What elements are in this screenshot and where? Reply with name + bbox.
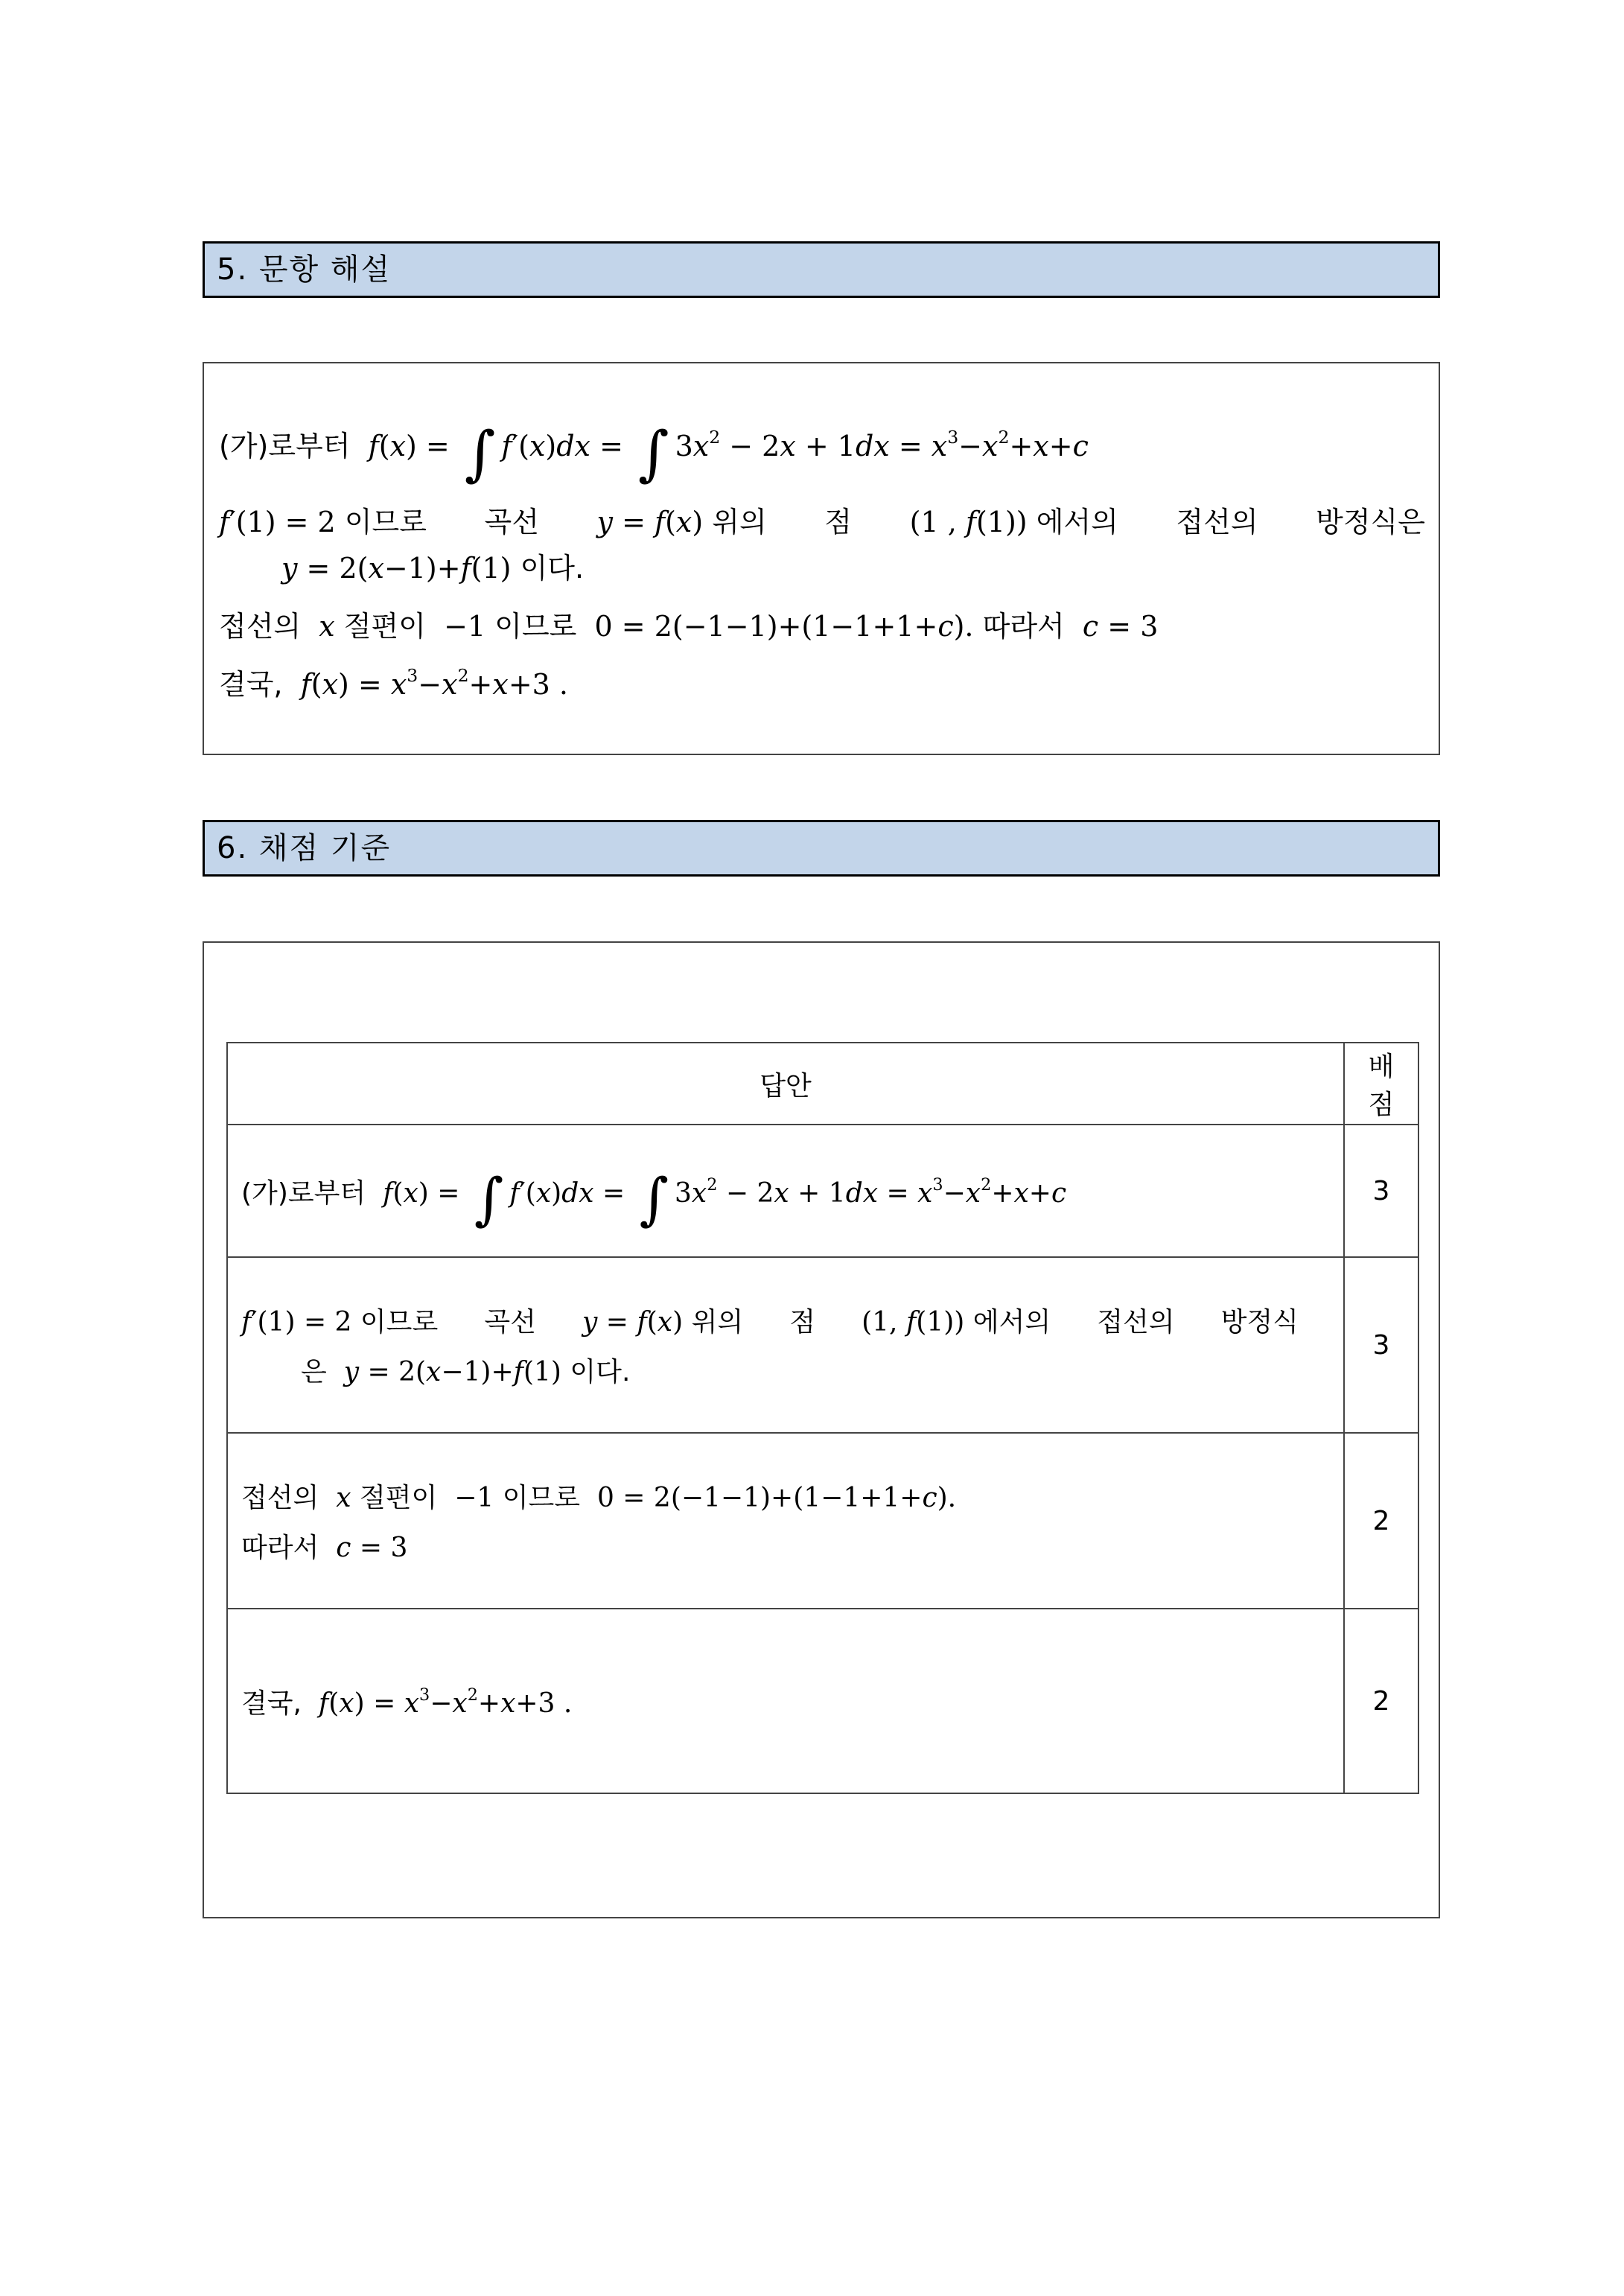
answer-cell: f′(1) = 2 이므로 곡선 y = f(x) 위의 점 (1, f(1)) 에서의 접선의 방정식 은 y = 2(x−1)+f(1) 이다. [227,1257,1344,1433]
explanation-line-1 [219,418,1089,488]
score-cell: 3 [1344,1125,1418,1257]
explanation-line-5: 결국, $f(x) = x^3-x^2+x+3$ . [219,665,569,701]
answer-cell: (가)로부터 f(x) = ∫ f′(x)dx = ∫ $3x^2 - 2x + 1dx = x^3-x^2+x+c$ [227,1125,1344,1257]
score-cell: 2 [1344,1433,1418,1609]
answer-cell: 접선의 x 절편이 −1 이므로 0 = 2(−1−1)+(1−1+1+c). 따라서 c = 3 [227,1433,1344,1609]
header-answer: 답안 [227,1043,1344,1125]
table-row [227,1125,1418,1257]
text-from-ga: (가)로부터 [219,430,351,462]
formula-integral: f(x) = ∫ f′(x)dx = ∫ $3x^2 - 2x + 1dx = x^3-x^2+x+c$ [368,418,1089,488]
explanation-line-3: y = 2(x−1)+f(1) 이다. [281,552,585,585]
answer-cell: 결국, $f(x) = x^3-x^2+x+3$ . [227,1609,1344,1793]
section-5-title: 5. 문항 해설 [217,252,392,287]
score-cell: 3 [1344,1257,1418,1433]
grading-box [203,941,1440,1918]
explanation-box [203,362,1440,755]
explanation-line-4: 접선의 x 절편이 −1 이므로 0 = 2(−1−1)+(1−1+1+c). 따라서 c = 3 [219,610,1159,643]
explanation-line-2: f′(1) = 2 이므로 곡선 y = f(x) 위의 점 (1 , f(1)) 에서의 접선의 방정식은 [219,506,1425,538]
table-header-row [227,1043,1418,1125]
table-row [227,1257,1418,1433]
header-score: 배점 [1344,1043,1418,1125]
section-6-title: 6. 채점 기준 [217,831,392,865]
score-cell: 2 [1344,1609,1418,1793]
grading-table [226,1042,1419,1794]
table-row [227,1609,1418,1793]
section-6-header [203,820,1440,877]
section-5-header [203,241,1440,298]
table-row [227,1433,1418,1609]
